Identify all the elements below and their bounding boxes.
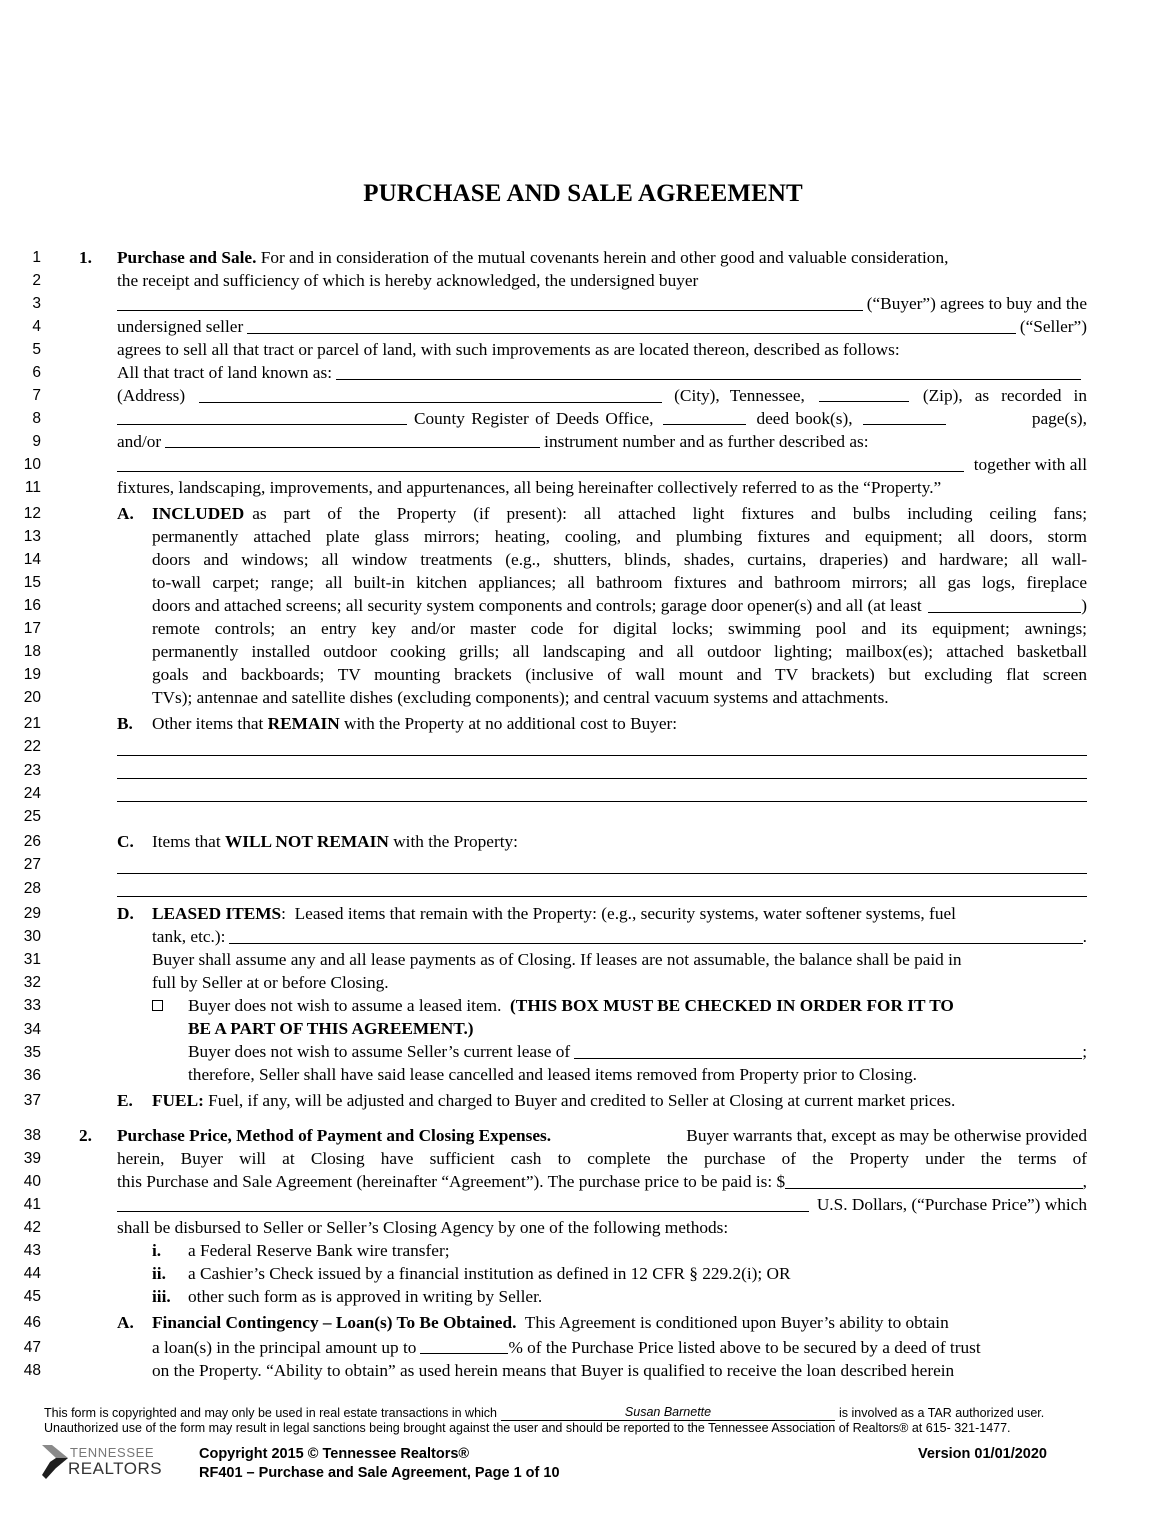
text: ; xyxy=(1082,1042,1087,1061)
line-number: 41 xyxy=(23,1196,41,1213)
text: in xyxy=(1073,386,1087,405)
text: with the Property: xyxy=(393,832,518,851)
line-number: 36 xyxy=(23,1066,41,1084)
description-row xyxy=(117,455,1087,475)
form-id-line: RF401 – Purchase and Sale Agreement, Page 1 of 10 xyxy=(199,1465,560,1481)
logo-text-top: TENNESSEE xyxy=(70,1445,155,1460)
current-lease-field[interactable] xyxy=(574,1042,1082,1059)
line-number: 43 xyxy=(23,1242,41,1259)
buyer-row xyxy=(117,294,1087,314)
section2-line2: herein, Buyer will at Closing have sufficient cash to complete the purchase of the Property under the terms of xyxy=(117,1149,1087,1168)
section1-line11: fixtures, landscaping, improvements, and appurtenances, all being hereinafter collectively referred to as the “Property.” xyxy=(117,478,942,497)
land-description-field[interactable] xyxy=(336,363,1081,380)
text: U.S. Dollars, (“Purchase Price”) which xyxy=(816,1195,1087,1214)
section-number: 1. xyxy=(79,248,92,267)
line-number: 48 xyxy=(23,1362,41,1379)
line-number: 7 xyxy=(32,387,41,404)
line-number: 4 xyxy=(32,318,41,335)
text: Buyer warrants that, except as may be otherwise provided xyxy=(686,1126,1087,1145)
subsection-mark: C. xyxy=(117,832,134,851)
line-number: 6 xyxy=(32,364,41,381)
seller-prefix: undersigned seller xyxy=(117,317,244,336)
line-number: 2 xyxy=(32,272,41,289)
purchase-price-row xyxy=(117,1172,1087,1192)
included-items-line: permanently attached plate glass mirrors; heating, cooling, and plumbing fixtures and equipment; all doors, storm xyxy=(152,527,1087,546)
line-number: 40 xyxy=(23,1173,41,1190)
text: % of the Purchase Price listed above to be secured by a deed of trust xyxy=(508,1338,981,1357)
included-items-line: remote controls; an entry key and/or master code for digital locks; swimming pool and its equipment; awnings; xyxy=(152,619,1087,638)
text: Items that xyxy=(152,832,221,851)
text: with the Property at no additional cost to Buyer: xyxy=(344,714,678,733)
financial-contingency-line1 xyxy=(152,1313,949,1333)
financial-contingency-line3: on the Property. “Ability to obtain” as used herein means that Buyer is qualified to receive the loan described herein xyxy=(152,1361,955,1380)
address-row xyxy=(117,386,1087,406)
line-number: 33 xyxy=(23,997,41,1015)
subsection-mark: A. xyxy=(117,1313,134,1332)
page-field[interactable] xyxy=(863,409,946,425)
leased-items-field[interactable] xyxy=(229,927,1082,944)
seller-label: (“Seller”) xyxy=(1019,317,1087,336)
purchase-price-words-field[interactable] xyxy=(117,1195,809,1212)
line-number: 18 xyxy=(23,643,41,660)
tennessee-realtors-logo xyxy=(42,1445,177,1481)
further-description-field[interactable] xyxy=(117,455,964,472)
text: is involved as a TAR authorized user. xyxy=(839,1406,1045,1420)
line-number: 42 xyxy=(23,1219,41,1236)
leased-items-line1 xyxy=(152,904,1087,924)
text: recorded xyxy=(1001,386,1062,405)
deed-book-label: deed book(s), xyxy=(756,409,853,428)
line-number: 5 xyxy=(32,341,41,358)
section-heading: Purchase Price, Method of Payment and Closing Expenses. xyxy=(117,1126,552,1145)
line-number: 38 xyxy=(23,1127,41,1144)
realtors-arrow-icon xyxy=(42,1445,68,1479)
subsection-mark: A. xyxy=(117,504,134,523)
financial-contingency-heading: Financial Contingency – Loan(s) To Be Obtained. xyxy=(152,1313,517,1332)
text: tank, etc.): xyxy=(152,927,226,946)
text: as part of the Property (if present): all attached light fixtures and bulbs including ceiling fans; xyxy=(252,504,1087,523)
line-number: 44 xyxy=(23,1265,41,1282)
text: , xyxy=(1082,1172,1087,1191)
line-number: 3 xyxy=(32,295,41,312)
not-remain-items-heading xyxy=(152,832,518,852)
line-number: 11 xyxy=(24,479,41,496)
emphasis: WILL NOT REMAIN xyxy=(224,832,389,851)
subsection-mark: D. xyxy=(117,904,134,923)
buyer-label: (“Buyer”) agrees to buy and the xyxy=(866,294,1087,313)
instrument-label: instrument number and as further described as: xyxy=(544,432,869,451)
buyer-name-field[interactable] xyxy=(117,294,863,311)
remain-items-field[interactable] xyxy=(117,801,1087,802)
text: : Leased items that remain with the Property: (e.g., security systems, water softener systems, fuel xyxy=(281,904,956,923)
financial-contingency-line2 xyxy=(152,1338,981,1358)
together-label: together with all xyxy=(973,455,1087,474)
text: this Purchase and Sale Agreement (hereinafter “Agreement”). The purchase price to be paid is: $ xyxy=(117,1172,786,1191)
line-number: 15 xyxy=(23,574,41,591)
text: This form is copyrighted and may only be used in real estate transactions in which xyxy=(44,1406,498,1420)
logo-text-bottom: REALTORS xyxy=(68,1459,163,1478)
line-number: 16 xyxy=(23,597,41,614)
text: This Agreement is conditioned upon Buyer’s ability to obtain xyxy=(524,1313,949,1332)
leased-items-line3: Buyer shall assume any and all lease payments as of Closing. If leases are not assumable, the balance shall be paid in xyxy=(152,950,962,969)
line-number: 35 xyxy=(23,1043,41,1061)
text: . xyxy=(1082,927,1087,946)
payment-method-mark: i. xyxy=(152,1241,162,1260)
line-number: 34 xyxy=(23,1020,41,1038)
remain-items-field[interactable] xyxy=(117,755,1087,756)
payment-method-mark: ii. xyxy=(152,1264,166,1283)
remain-items-field[interactable] xyxy=(117,778,1087,779)
section1-line1 xyxy=(117,248,1087,268)
address-label: (Address) xyxy=(117,386,186,405)
version-label: Version 01/01/2020 xyxy=(918,1446,1047,1462)
line-number: 39 xyxy=(23,1150,41,1167)
state-label: Tennessee, xyxy=(729,386,805,405)
payment-method-mark: iii. xyxy=(152,1287,171,1306)
seller-row xyxy=(117,317,1087,337)
emphasis: REMAIN xyxy=(267,714,340,733)
line-number: 13 xyxy=(23,528,41,545)
deed-book-field[interactable] xyxy=(663,409,746,425)
purchase-price-words-row xyxy=(117,1195,1087,1215)
text: Other items that xyxy=(152,714,264,733)
line-number: 25 xyxy=(23,808,41,826)
lease-checkbox-text xyxy=(188,996,954,1016)
line-number: 17 xyxy=(23,620,41,637)
line-number: 22 xyxy=(23,738,41,756)
subsection-mark: B. xyxy=(117,714,133,733)
included-items-line: doors and windows; all window treatments (e.g., shutters, blinds, shades, curtains, draperies) and hardware; all wall- xyxy=(152,550,1087,569)
purchase-price-field[interactable] xyxy=(785,1172,1083,1189)
line-number: 24 xyxy=(23,784,41,802)
instrument-number-field[interactable] xyxy=(165,432,540,448)
line-number: 1 xyxy=(32,249,41,266)
line-number: 8 xyxy=(32,410,41,427)
line-number: 19 xyxy=(23,666,41,683)
line-number: 14 xyxy=(23,551,41,568)
line-number: 20 xyxy=(23,689,41,706)
loan-percent-field[interactable] xyxy=(420,1338,508,1354)
included-items-line xyxy=(152,596,1087,616)
city-label: (City), xyxy=(674,386,720,405)
text: a loan(s) in the principal amount up to xyxy=(152,1338,417,1357)
payment-method-item: a Federal Reserve Bank wire transfer; xyxy=(188,1241,450,1260)
line-number: 46 xyxy=(23,1314,41,1331)
payment-method-item: a Cashier’s Check issued by a financial institution as defined in 12 CFR § 229.2(i); OR xyxy=(188,1264,791,1283)
fuel-paragraph xyxy=(152,1091,955,1111)
seller-name-field[interactable] xyxy=(247,317,1016,334)
text: Buyer does not wish to assume a leased item. xyxy=(188,996,502,1015)
line-number: 26 xyxy=(23,833,41,850)
included-items-line: to-wall carpet; range; all built-in kitchen appliances; all bathroom fixtures and bathroom mirrors; all gas logs, fireplace xyxy=(152,573,1087,592)
leased-items-line2 xyxy=(152,927,1087,947)
copyright-line: Copyright 2015 © Tennessee Realtors® xyxy=(199,1446,470,1462)
not-remain-items-field[interactable] xyxy=(117,873,1087,874)
county-field[interactable] xyxy=(117,409,407,425)
subsection-mark: E. xyxy=(117,1091,133,1110)
lease-checkbox[interactable] xyxy=(152,1000,163,1011)
text: as xyxy=(974,386,990,405)
land-known-row xyxy=(117,363,1081,383)
not-remain-items-field[interactable] xyxy=(117,896,1087,897)
address-field[interactable] xyxy=(199,386,662,403)
leased-items-line4: full by Seller at or before Closing. xyxy=(152,973,389,992)
text: ) xyxy=(1081,596,1087,615)
line-number: 29 xyxy=(23,905,41,922)
remain-items-heading xyxy=(152,714,677,734)
line-number: 47 xyxy=(23,1339,41,1356)
page-label: page(s), xyxy=(1031,409,1087,428)
line-number: 30 xyxy=(23,928,41,946)
line-number: 31 xyxy=(23,951,41,969)
section2-line5: shall be disbursed to Seller or Seller’s Closing Agency by one of the following methods: xyxy=(117,1218,729,1237)
section2-line1 xyxy=(117,1126,1087,1146)
line-number: 45 xyxy=(23,1288,41,1305)
text: Buyer does not wish to assume Seller’s current lease of xyxy=(188,1042,571,1061)
deeds-row xyxy=(117,409,1087,429)
included-items-line: TVs); antennae and satellite dishes (excluding components); and central vacuum systems and attachments. xyxy=(152,688,889,707)
text: doors and attached screens; all security system components and controls; garage door opener(s) and all (at least xyxy=(152,596,922,615)
included-heading: INCLUDED xyxy=(152,504,245,523)
included-items-line: goals and backboards; TV mounting brackets (inclusive of wall mount and TV brackets) but excluding flat screen xyxy=(152,665,1087,684)
section1-line5: agrees to sell all that tract or parcel of land, with such improvements as are located thereon, described as follows: xyxy=(117,340,900,359)
line-number: 28 xyxy=(23,879,41,897)
leased-items-heading: LEASED ITEMS xyxy=(152,904,282,923)
copyright-notice-line1 xyxy=(44,1406,1044,1421)
authorized-user-field: Susan Barnette xyxy=(501,1406,835,1421)
emphasis: (THIS BOX MUST BE CHECKED IN ORDER FOR IT TO xyxy=(510,996,954,1015)
lease-checkbox-row xyxy=(152,996,163,1016)
line-number: 27 xyxy=(23,856,41,874)
line-number: 32 xyxy=(23,974,41,992)
included-items-line: permanently installed outdoor cooking grills; all landscaping and all outdoor lighting; mailbox(es); attached basketball xyxy=(152,642,1087,661)
line-number: 21 xyxy=(23,715,41,732)
payment-method-item: other such form as is approved in writing by Seller. xyxy=(188,1287,543,1306)
included-items-line xyxy=(152,504,1087,524)
section-number: 2. xyxy=(79,1126,92,1145)
instrument-row xyxy=(117,432,869,452)
line-number: 37 xyxy=(23,1092,41,1109)
zip-label: (Zip), xyxy=(922,386,963,405)
county-label: County Register of Deeds Office, xyxy=(414,409,654,428)
current-lease-row xyxy=(188,1042,1087,1062)
line-number: 12 xyxy=(23,505,41,522)
and-or-label: and/or xyxy=(117,432,162,451)
copyright-notice-line2: Unauthorized use of the form may result in legal sanctions being brought against the user and should be reported to the Tennessee Association of Realtors® at 615- 321-1477. xyxy=(44,1421,1011,1435)
document-title: PURCHASE AND SALE AGREEMENT xyxy=(363,180,803,207)
text: Fuel, if any, will be adjusted and charged to Buyer and credited to Seller at Closing at current market prices. xyxy=(208,1091,956,1110)
line-number: 10 xyxy=(23,456,41,473)
land-known-label: All that tract of land known as: xyxy=(117,363,333,382)
section1-line2: the receipt and sufficiency of which is hereby acknowledged, the undersigned buyer xyxy=(117,271,699,290)
paragraph-text: For and in consideration of the mutual covenants herein and other good and valuable consideration, xyxy=(260,248,949,267)
line-number: 23 xyxy=(23,761,41,779)
lease-checkbox-text-cont: BE A PART OF THIS AGREEMENT.) xyxy=(188,1019,474,1038)
line-number: 9 xyxy=(32,433,41,450)
zip-field[interactable] xyxy=(819,386,909,402)
section-heading: Purchase and Sale. xyxy=(117,248,257,267)
lease-cancel-text: therefore, Seller shall have said lease cancelled and leased items removed from Property prior to Closing. xyxy=(188,1065,917,1084)
remote-count-field[interactable] xyxy=(928,596,1082,613)
fuel-heading: FUEL: xyxy=(152,1091,204,1110)
